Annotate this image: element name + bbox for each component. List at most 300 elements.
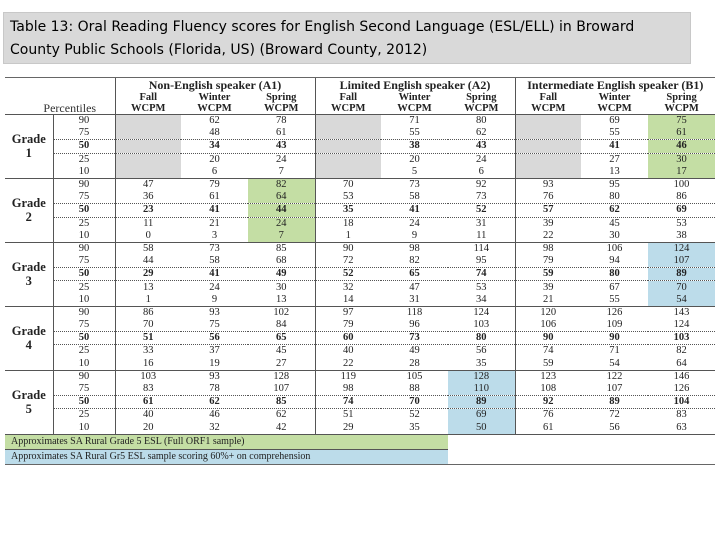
subcolumn-unit: WCPM: [397, 103, 432, 114]
score-cell: 97: [315, 306, 381, 319]
score-cell: 61: [648, 127, 715, 140]
table-row: [5, 153, 715, 166]
score-cell: 39: [515, 281, 581, 294]
score-cell: 114: [448, 242, 515, 255]
score-cell: 56: [476, 345, 487, 357]
grade-label: [5, 306, 53, 370]
subcolumn-season: Spring: [666, 92, 697, 103]
score-cell: 21: [209, 217, 220, 229]
score-cell: 19: [209, 357, 220, 369]
score-cell: 89: [581, 396, 648, 409]
score-cell: 104: [648, 396, 715, 409]
score-cell: 89: [648, 268, 715, 281]
score-cell: 122: [581, 370, 648, 383]
score-cell: 27: [276, 357, 287, 369]
score-cell: 58: [209, 255, 220, 267]
score-cell: 93: [181, 306, 248, 319]
score-cell: 69: [581, 115, 648, 128]
score-cell: 20: [409, 153, 420, 165]
group-header-row: [5, 78, 715, 92]
score-cell: 89: [448, 396, 515, 409]
score-cell: 0: [115, 230, 181, 243]
score-cell: 6: [478, 165, 484, 177]
subcolumn-header: [248, 92, 315, 115]
score-cell: 58: [409, 191, 420, 203]
score-cell: 22: [515, 230, 581, 243]
score-cell: 59: [515, 358, 581, 371]
score-cell: 103: [115, 370, 181, 383]
score-cell: 107: [273, 383, 290, 395]
subcolumn-unit: WCPM: [664, 103, 699, 114]
score-cell: 7: [248, 230, 315, 243]
percentile-cell: 75: [53, 319, 115, 332]
table-row: [5, 140, 715, 153]
score-cell: 60: [315, 332, 381, 345]
score-cell: [315, 166, 381, 179]
table-row: [5, 217, 715, 230]
score-cell: 45: [276, 345, 287, 357]
subcolumn-season: Fall: [539, 92, 558, 103]
score-cell: 30: [648, 153, 715, 166]
percentile-cell: 50: [53, 332, 115, 345]
score-cell: 50: [448, 422, 515, 435]
percentile-cell: 90: [53, 115, 115, 128]
score-cell: 86: [115, 306, 181, 319]
score-cell: 5: [411, 165, 418, 177]
score-cell: 126: [581, 306, 648, 319]
score-cell: 30: [276, 281, 287, 293]
score-cell: 98: [515, 242, 581, 255]
score-cell: 44: [248, 204, 315, 217]
table-row: [5, 204, 715, 217]
score-cell: 47: [409, 281, 420, 293]
score-cell: 22: [315, 358, 381, 371]
score-cell: 123: [515, 370, 581, 383]
score-cell: 93: [181, 370, 248, 383]
percentile-cell: 50: [53, 140, 115, 153]
score-cell: 54: [648, 294, 715, 307]
score-cell: 95: [476, 255, 487, 267]
subcolumn-season: Winter: [198, 92, 231, 103]
score-cell: 58: [115, 242, 181, 255]
score-cell: 27: [609, 153, 620, 165]
score-cell: 46: [209, 409, 220, 421]
score-cell: 20: [209, 153, 220, 165]
subcolumn-header: [648, 92, 715, 115]
table-row: [5, 332, 715, 345]
score-cell: 38: [676, 229, 687, 241]
score-cell: 128: [448, 370, 515, 383]
score-cell: 56: [609, 421, 620, 433]
legend-blue: Approximates SA Rural Gr5 ESL sample scoring 60%+ on comprehension: [5, 449, 448, 464]
score-cell: 74: [515, 345, 581, 358]
score-cell: 65: [248, 332, 315, 345]
score-cell: 74: [448, 268, 515, 281]
score-cell: 76: [515, 191, 581, 204]
score-cell: 93: [515, 178, 581, 191]
table-row: [5, 358, 715, 371]
percentile-cell: 50: [53, 268, 115, 281]
score-cell: 70: [648, 281, 715, 294]
score-cell: 64: [676, 357, 687, 369]
score-cell: 75: [648, 115, 715, 128]
score-cell: 56: [181, 332, 248, 345]
percentile-cell: 90: [53, 178, 115, 191]
score-cell: 53: [676, 217, 687, 229]
score-cell: [515, 153, 581, 166]
table-row: [5, 319, 715, 332]
score-cell: 76: [515, 409, 581, 422]
score-cell: 83: [115, 383, 181, 396]
score-cell: 70: [115, 319, 181, 332]
score-cell: 28: [409, 357, 420, 369]
score-cell: 7: [278, 165, 284, 177]
score-cell: 38: [381, 140, 448, 153]
subcolumn-season: Fall: [339, 92, 358, 103]
score-cell: [115, 127, 181, 140]
percentile-cell: 10: [53, 166, 115, 179]
score-cell: 79: [181, 178, 248, 191]
percentile-cell: 25: [53, 409, 115, 422]
score-cell: 108: [515, 383, 581, 396]
score-cell: 62: [276, 409, 287, 421]
score-cell: 90: [581, 332, 648, 345]
score-cell: 73: [381, 332, 448, 345]
score-cell: 103: [648, 332, 715, 345]
score-cell: 71: [609, 345, 620, 357]
score-cell: 24: [209, 281, 220, 293]
orf-table-wrapper: [5, 77, 715, 465]
score-cell: 80: [581, 268, 648, 281]
score-cell: [315, 115, 381, 128]
score-cell: 82: [409, 255, 420, 267]
subcolumn-header: [315, 92, 381, 115]
table-row: [5, 422, 715, 435]
score-cell: 118: [381, 306, 448, 319]
score-cell: 51: [115, 332, 181, 345]
score-cell: 68: [276, 255, 287, 267]
grade-number: 3: [25, 274, 32, 289]
percentile-cell: 90: [53, 306, 115, 319]
score-cell: 72: [315, 255, 381, 268]
score-cell: 52: [315, 268, 381, 281]
legend-row-blue: [5, 449, 715, 464]
score-cell: 35: [476, 357, 487, 369]
score-cell: 23: [115, 204, 181, 217]
grade-word: Grade: [11, 196, 46, 211]
subcolumn-header: [115, 92, 181, 115]
score-cell: [115, 115, 181, 128]
score-cell: 119: [315, 370, 381, 383]
score-cell: 124: [648, 242, 715, 255]
score-cell: 73: [381, 178, 448, 191]
score-cell: 44: [115, 255, 181, 268]
subcolumn-unit: WCPM: [597, 103, 632, 114]
legend-green: Approximates SA Rural Grade 5 ESL (Full ORF1 sample): [5, 434, 448, 449]
score-cell: 13: [609, 165, 620, 177]
subcolumn-unit: WCPM: [331, 103, 366, 114]
table-row: [5, 409, 715, 422]
percentile-cell: 50: [53, 396, 115, 409]
table-row: [5, 166, 715, 179]
score-cell: 70: [315, 178, 381, 191]
percentile-cell: 90: [53, 242, 115, 255]
score-cell: 17: [648, 166, 715, 179]
score-cell: 80: [448, 332, 515, 345]
score-cell: 21: [515, 294, 581, 307]
score-cell: [515, 140, 581, 153]
score-cell: 98: [381, 242, 448, 255]
score-cell: 47: [115, 178, 181, 191]
score-cell: 41: [181, 268, 248, 281]
score-cell: 92: [448, 178, 515, 191]
score-cell: [315, 140, 381, 153]
score-cell: 48: [209, 127, 220, 139]
score-cell: 11: [115, 217, 181, 230]
score-cell: 29: [115, 268, 181, 281]
score-cell: 62: [476, 127, 487, 139]
percentile-cell: 50: [53, 204, 115, 217]
score-cell: 88: [409, 383, 420, 395]
score-cell: 107: [606, 383, 623, 395]
score-cell: 24: [476, 153, 487, 165]
score-cell: 62: [181, 115, 248, 128]
table-row: [5, 178, 715, 191]
group-header-b1: Intermediate English speaker (B1): [515, 78, 715, 92]
score-cell: 14: [315, 294, 381, 307]
score-cell: 36: [115, 191, 181, 204]
table-body: [5, 115, 715, 435]
score-cell: 107: [648, 255, 715, 268]
table-row: [5, 396, 715, 409]
score-cell: [115, 153, 181, 166]
score-cell: 53: [315, 191, 381, 204]
subcolumn-season: Winter: [598, 92, 631, 103]
grade-word: Grade: [11, 132, 46, 147]
score-cell: 64: [248, 191, 315, 204]
score-cell: 53: [476, 281, 487, 293]
score-cell: 94: [609, 255, 620, 267]
table-row: [5, 268, 715, 281]
score-cell: 84: [276, 319, 287, 331]
score-cell: 61: [209, 191, 220, 203]
score-cell: 70: [381, 396, 448, 409]
grade-word: Grade: [11, 260, 46, 275]
score-cell: 9: [411, 229, 418, 241]
score-cell: 79: [515, 255, 581, 268]
percentile-cell: 10: [53, 358, 115, 371]
group-header-a2: Limited English speaker (A2): [315, 78, 515, 92]
score-cell: 85: [248, 396, 315, 409]
score-cell: 55: [609, 293, 620, 305]
score-cell: 57: [515, 204, 581, 217]
score-cell: 32: [209, 421, 220, 433]
score-cell: 146: [648, 370, 715, 383]
grade-label: [5, 115, 53, 179]
score-cell: 71: [381, 115, 448, 128]
score-cell: 67: [609, 281, 620, 293]
score-cell: 106: [515, 319, 581, 332]
score-cell: 34: [476, 293, 487, 305]
score-cell: 92: [515, 396, 581, 409]
score-cell: 80: [609, 191, 620, 203]
grade-number: 2: [25, 210, 32, 225]
score-cell: 35: [315, 204, 381, 217]
score-cell: 52: [409, 409, 420, 421]
score-cell: 126: [673, 383, 690, 395]
score-cell: 78: [209, 383, 220, 395]
score-cell: 90: [515, 332, 581, 345]
score-cell: 103: [473, 319, 490, 331]
subcolumn-unit: WCPM: [531, 103, 566, 114]
percentile-cell: 10: [53, 230, 115, 243]
score-cell: 24: [248, 217, 315, 230]
percentile-cell: 25: [53, 345, 115, 358]
subcolumn-unit: WCPM: [197, 103, 232, 114]
score-cell: 31: [476, 217, 487, 229]
percentile-cell: 25: [53, 281, 115, 294]
subcolumn-unit: WCPM: [264, 103, 299, 114]
grade-number: 1: [25, 146, 32, 161]
score-cell: 74: [315, 396, 381, 409]
score-cell: 80: [448, 115, 515, 128]
percentiles-header: Percentiles: [5, 78, 115, 115]
subcolumn-header: [181, 92, 248, 115]
score-cell: 13: [276, 293, 287, 305]
score-cell: 100: [648, 178, 715, 191]
score-cell: 69: [448, 409, 515, 422]
score-cell: 109: [606, 319, 623, 331]
grade-label: [5, 178, 53, 242]
subcolumn-header: [381, 92, 448, 115]
table-row: [5, 306, 715, 319]
table-row: [5, 281, 715, 294]
score-cell: 41: [381, 204, 448, 217]
score-cell: 33: [115, 345, 181, 358]
table-row: [5, 294, 715, 307]
table-row: [5, 255, 715, 268]
score-cell: 29: [315, 422, 381, 435]
score-cell: 32: [315, 281, 381, 294]
score-cell: 72: [609, 409, 620, 421]
score-cell: 82: [676, 345, 687, 357]
subcolumn-header: [581, 92, 648, 115]
score-cell: 102: [248, 306, 315, 319]
grade-word: Grade: [11, 388, 46, 403]
score-cell: 83: [676, 409, 687, 421]
grade-number: 5: [25, 402, 32, 417]
table-row: [5, 115, 715, 128]
score-cell: [115, 166, 181, 179]
score-cell: 46: [648, 140, 715, 153]
score-cell: 45: [609, 217, 620, 229]
table-row: [5, 127, 715, 140]
score-cell: 96: [409, 319, 420, 331]
score-cell: 95: [581, 178, 648, 191]
subcolumn-header: [515, 92, 581, 115]
legend-row-green: [5, 434, 715, 449]
score-cell: 34: [181, 140, 248, 153]
score-cell: 31: [409, 293, 420, 305]
score-cell: 105: [381, 370, 448, 383]
score-cell: 59: [515, 268, 581, 281]
score-cell: 51: [315, 409, 381, 422]
score-cell: 128: [248, 370, 315, 383]
score-cell: 62: [581, 204, 648, 217]
score-cell: 49: [248, 268, 315, 281]
score-cell: 24: [276, 153, 287, 165]
score-cell: 79: [315, 319, 381, 332]
score-cell: 120: [515, 306, 581, 319]
score-cell: 62: [181, 396, 248, 409]
table-row: [5, 370, 715, 383]
score-cell: 98: [315, 383, 381, 396]
score-cell: 82: [248, 178, 315, 191]
subcolumn-season: Winter: [398, 92, 431, 103]
score-cell: 143: [648, 306, 715, 319]
score-cell: 124: [673, 319, 690, 331]
score-cell: [315, 127, 381, 140]
grade-label: [5, 242, 53, 306]
score-cell: 20: [115, 422, 181, 435]
table-row: [5, 230, 715, 243]
score-cell: 40: [315, 345, 381, 358]
percentile-cell: 75: [53, 127, 115, 140]
subcolumn-unit: WCPM: [464, 103, 499, 114]
table-row: [5, 383, 715, 396]
score-cell: [515, 127, 581, 140]
score-cell: 13: [115, 281, 181, 294]
subcolumn-unit: WCPM: [131, 103, 166, 114]
score-cell: 124: [448, 306, 515, 319]
score-cell: 18: [315, 217, 381, 230]
table-row: [5, 345, 715, 358]
table-caption: Table 13: Oral Reading Fluency scores for English Second Language (ESL/ELL) in Broward County Public Schools (Florida, US) (Broward County, 2012): [3, 12, 691, 64]
score-cell: 3: [211, 229, 218, 241]
percentile-cell: 75: [53, 191, 115, 204]
score-cell: 90: [315, 242, 381, 255]
score-cell: 37: [209, 345, 220, 357]
score-cell: 106: [581, 242, 648, 255]
score-cell: 61: [115, 396, 181, 409]
score-cell: 63: [676, 421, 687, 433]
score-cell: [115, 140, 181, 153]
score-cell: 110: [448, 383, 515, 396]
group-header-a1: Non-English speaker (A1): [115, 78, 315, 92]
score-cell: 24: [409, 217, 420, 229]
score-cell: 1: [315, 230, 381, 243]
score-cell: 41: [581, 140, 648, 153]
score-cell: 65: [381, 268, 448, 281]
score-cell: 55: [409, 127, 420, 139]
table-row: [5, 242, 715, 255]
score-cell: 35: [409, 421, 420, 433]
score-cell: 85: [248, 242, 315, 255]
score-cell: 54: [609, 357, 620, 369]
orf-table: [5, 78, 715, 464]
percentile-cell: 25: [53, 153, 115, 166]
subcolumn-header: [448, 92, 515, 115]
score-cell: 52: [448, 204, 515, 217]
score-cell: 42: [276, 421, 287, 433]
score-cell: 43: [448, 140, 515, 153]
percentile-cell: 10: [53, 294, 115, 307]
subcolumn-season: Spring: [266, 92, 297, 103]
score-cell: 73: [476, 191, 487, 203]
grade-label: [5, 370, 53, 434]
score-cell: 73: [181, 242, 248, 255]
score-cell: 43: [248, 140, 315, 153]
